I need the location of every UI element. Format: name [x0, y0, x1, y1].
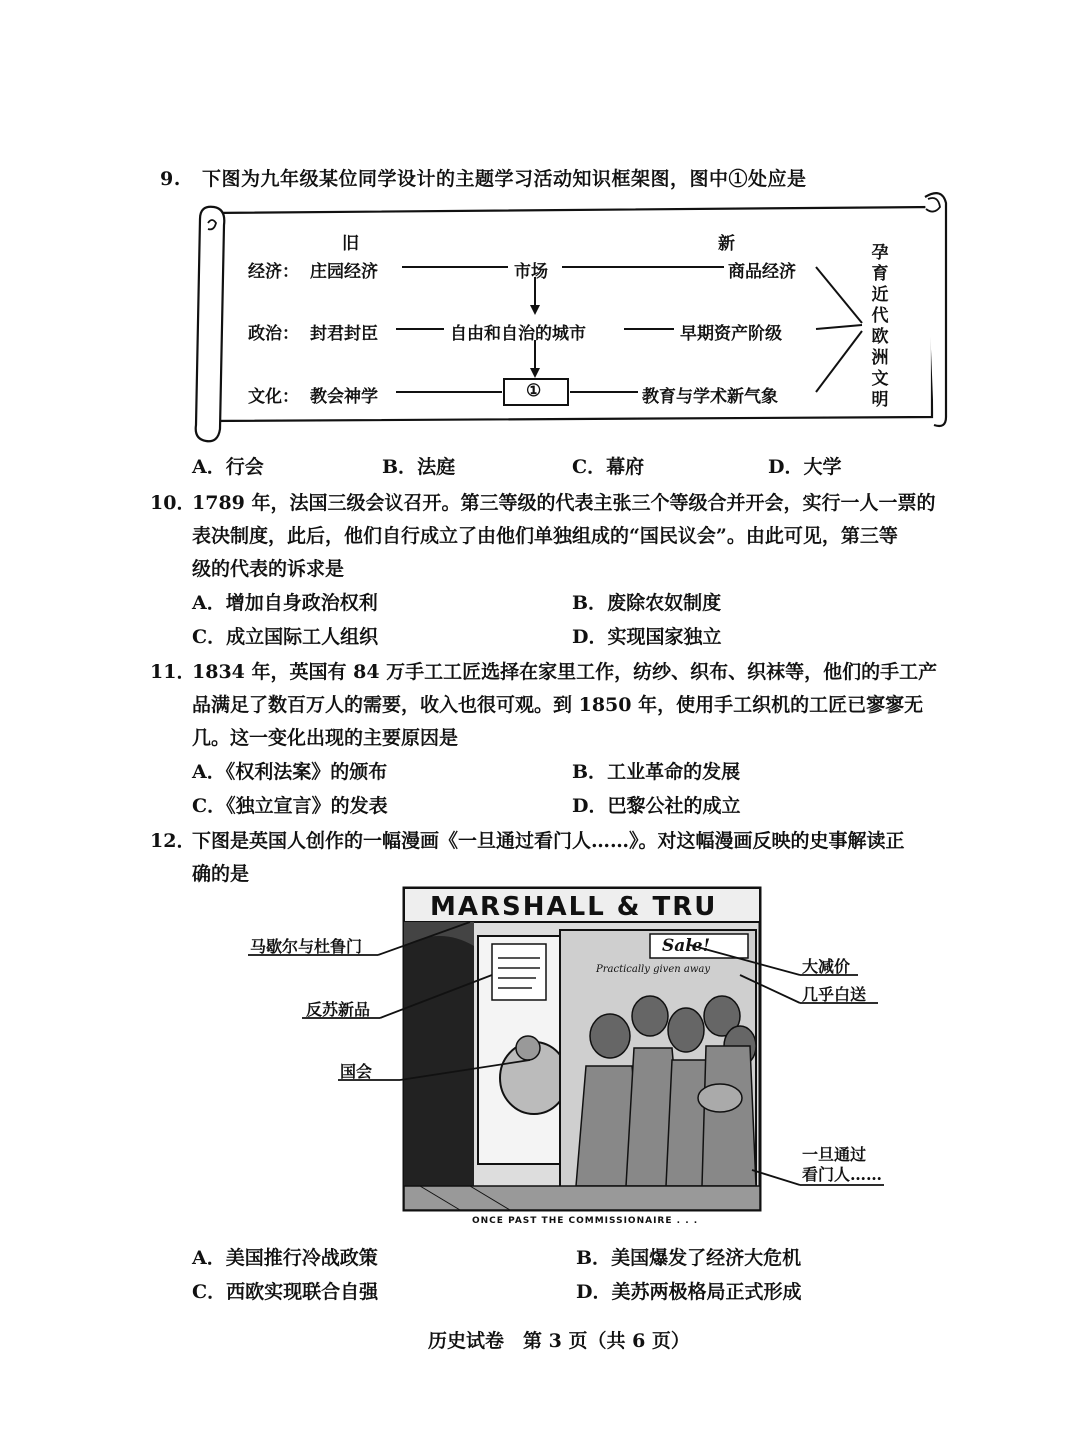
- cartoon-caption: ONCE PAST THE COMMISSIONAIRE . . .: [472, 1216, 699, 1226]
- q12-option-d[interactable]: D．美苏两极格局正式形成: [576, 1281, 802, 1303]
- q9-option-b[interactable]: B．法庭: [382, 456, 456, 478]
- q9-option-a[interactable]: A．行会: [192, 456, 264, 478]
- q12-line-1: 下图是英国人创作的一幅漫画《一旦通过看门人……》。对这幅漫画反映的史事解读正: [192, 830, 905, 852]
- q12-line-2: 确的是: [192, 863, 250, 885]
- q11-line-2: 品满足了数百万人的需要，收入也很可观。到 1850 年，使用手工织机的工匠已寥寥无: [192, 694, 924, 716]
- sale-sign: Sale!: [662, 936, 711, 956]
- row-culture-new: 教育与学术新气象: [642, 387, 778, 407]
- column-old-label: 旧: [342, 234, 359, 254]
- q10-line-2: 表决制度，此后，他们自行成立了由他们单独组成的“国民议会”。由此可见，第三等: [192, 525, 898, 547]
- q10-number: 10．: [150, 492, 196, 514]
- row-economy-mid: 市场: [514, 262, 548, 282]
- q11-option-c[interactable]: C．《独立宣言》的发表: [192, 795, 388, 817]
- sale-sub-sign: Practically given away: [596, 964, 710, 975]
- q10-option-c[interactable]: C．成立国际工人组织: [192, 626, 379, 648]
- row-politics-old: 封君封臣: [310, 324, 378, 344]
- row-economy-new: 商品经济: [728, 262, 796, 282]
- page-footer: 历史试卷 第 3 页（共 6 页）: [428, 1330, 690, 1352]
- q10-option-b[interactable]: B．废除农奴制度: [572, 592, 722, 614]
- q9-option-c[interactable]: C．幕府: [572, 456, 645, 478]
- label-once-past-1: 一旦通过: [802, 1145, 867, 1164]
- q9-option-d[interactable]: D．大学: [768, 456, 842, 478]
- q12-number: 12．: [150, 830, 196, 852]
- label-marshall-truman: 马歇尔与杜鲁门: [250, 937, 363, 956]
- label-big-sale: 大减价: [802, 957, 851, 976]
- row-culture-label: 文化：: [248, 387, 299, 407]
- q10-line-1: 1789 年，法国三级会议召开。第三等级的代表主张三个等级合并开会，实行一人一票的: [192, 492, 936, 514]
- q11-option-d[interactable]: D．巴黎公社的成立: [572, 795, 741, 817]
- question-number: 9.: [160, 168, 181, 190]
- q12-option-a[interactable]: A．美国推行冷战政策: [192, 1247, 378, 1269]
- q11-line-3: 几。这一变化出现的主要原因是: [192, 727, 459, 749]
- column-new-label: 新: [718, 234, 735, 254]
- row-economy-old: 庄园经济: [310, 262, 378, 282]
- row-politics-new: 早期资产阶级: [680, 324, 782, 344]
- question-text: 下图为九年级某位同学设计的主题学习活动知识框架图，图中①处应是: [201, 168, 807, 190]
- q10-line-3: 级的代表的诉求是: [192, 558, 345, 580]
- row-culture-old: 教会神学: [310, 387, 378, 407]
- q12-option-c[interactable]: C．西欧实现联合自强: [192, 1281, 379, 1303]
- store-sign: MARSHALL & TRU: [430, 892, 718, 922]
- row-culture-blank: ①: [526, 381, 542, 401]
- q11-option-a[interactable]: A．《权利法案》的颁布: [192, 761, 388, 783]
- q11-number: 11．: [150, 661, 196, 683]
- label-almost-free: 几乎白送: [802, 985, 867, 1004]
- q11-option-b[interactable]: B．工业革命的发展: [572, 761, 741, 783]
- row-economy-label: 经济：: [248, 262, 299, 282]
- result-vertical-text: 孕 育 近 代 欧 洲 文 明: [871, 243, 889, 410]
- q10-option-d[interactable]: D．实现国家独立: [572, 626, 722, 648]
- row-politics-label: 政治：: [248, 324, 299, 344]
- q10-option-a[interactable]: A．增加自身政治权利: [192, 592, 378, 614]
- label-once-past-2: 看门人……: [802, 1165, 883, 1184]
- q12-option-b[interactable]: B．美国爆发了经济大危机: [576, 1247, 802, 1269]
- label-congress: 国会: [340, 1062, 373, 1081]
- row-politics-mid: 自由和自治的城市: [450, 324, 586, 344]
- label-anti-soviet: 反苏新品: [306, 1000, 371, 1019]
- q11-line-1: 1834 年，英国有 84 万手工工匠选择在家里工作，纺纱、织布、织袜等，他们的手工产: [192, 661, 938, 683]
